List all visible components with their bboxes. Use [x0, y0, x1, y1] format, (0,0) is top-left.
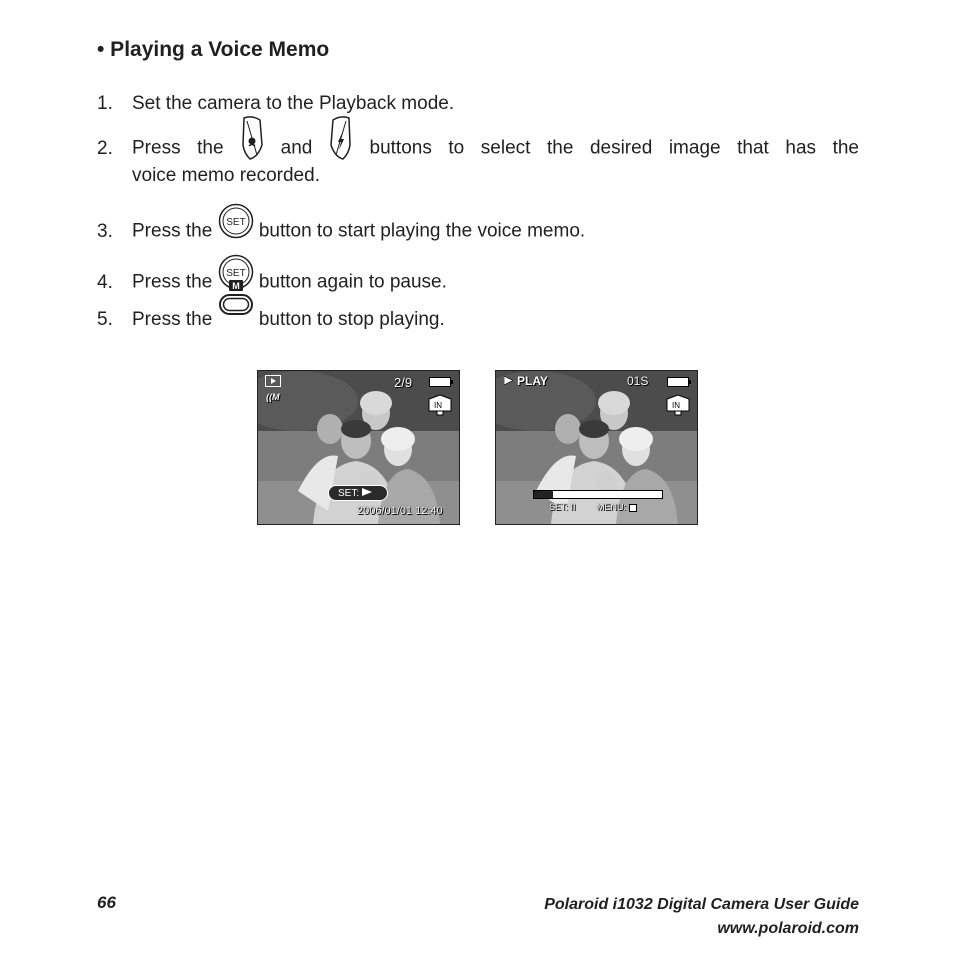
- battery-icon: [667, 377, 691, 390]
- voice-memo-icon: ((M: [266, 392, 280, 402]
- step-text: button to start playing the voice memo.: [258, 220, 586, 242]
- playback-mode-icon: [265, 375, 281, 390]
- step-text: button again to pause.: [258, 271, 447, 293]
- storage-label: IN: [434, 401, 442, 410]
- elapsed-time: 01S: [627, 374, 649, 388]
- step-number: 4.: [97, 271, 113, 293]
- step-text: button to stop playing.: [258, 309, 445, 330]
- step-text: Press the: [132, 309, 213, 330]
- menu-button-icon: [218, 279, 254, 346]
- page-number: 66: [97, 893, 116, 912]
- battery-icon: [429, 377, 453, 390]
- playback-progress-fill: [534, 491, 553, 498]
- set-pause-hint: SET: II: [549, 502, 576, 512]
- lcd-preview-voice-play: [495, 370, 698, 525]
- guide-title: Polaroid i1032 Digital Camera User Guide: [544, 896, 859, 913]
- set-label: SET: [225, 268, 246, 279]
- page-title: • Playing a Voice Memo: [97, 38, 330, 61]
- step-1: [97, 91, 859, 117]
- step-text: buttons to select the desired image that has the: [369, 137, 859, 159]
- step-text: Press the: [132, 220, 213, 242]
- step-text: Press the: [132, 137, 224, 159]
- website-link[interactable]: www.polaroid.com: [717, 920, 859, 937]
- step-text: and: [280, 137, 313, 159]
- step-text: Set the camera to the Playback mode.: [132, 93, 455, 114]
- menu-label: M: [231, 281, 240, 292]
- date-time-stamp: 2006/01/01 12:40: [357, 505, 443, 517]
- stop-square-icon: [629, 504, 637, 512]
- set-play-hint: [328, 485, 388, 501]
- play-mode-label: PLAY: [517, 374, 548, 388]
- footer: [544, 893, 859, 941]
- step-number: 2.: [97, 137, 113, 159]
- menu-hint-label: MENU:: [597, 502, 626, 512]
- step-2: [97, 115, 859, 189]
- storage-label: IN: [672, 401, 680, 410]
- play-triangle-icon: [362, 488, 372, 496]
- step-text: Press the: [132, 271, 213, 293]
- step-number: 1.: [97, 93, 113, 114]
- set-label: SET: [225, 217, 246, 228]
- step-text-continued: voice memo recorded.: [132, 165, 320, 186]
- flash-right-button-icon: [329, 115, 353, 182]
- playback-progress-bar: [533, 490, 663, 499]
- set-button-icon: [218, 203, 254, 260]
- play-triangle-icon: [504, 376, 513, 388]
- set-hint-label: SET:: [338, 488, 360, 499]
- step-number: 3.: [97, 220, 113, 242]
- step-number: 5.: [97, 309, 113, 330]
- step-3: [97, 203, 859, 255]
- lcd-preview-playback: [257, 370, 460, 525]
- image-counter: 2/9: [394, 375, 413, 390]
- menu-stop-hint: [597, 502, 637, 512]
